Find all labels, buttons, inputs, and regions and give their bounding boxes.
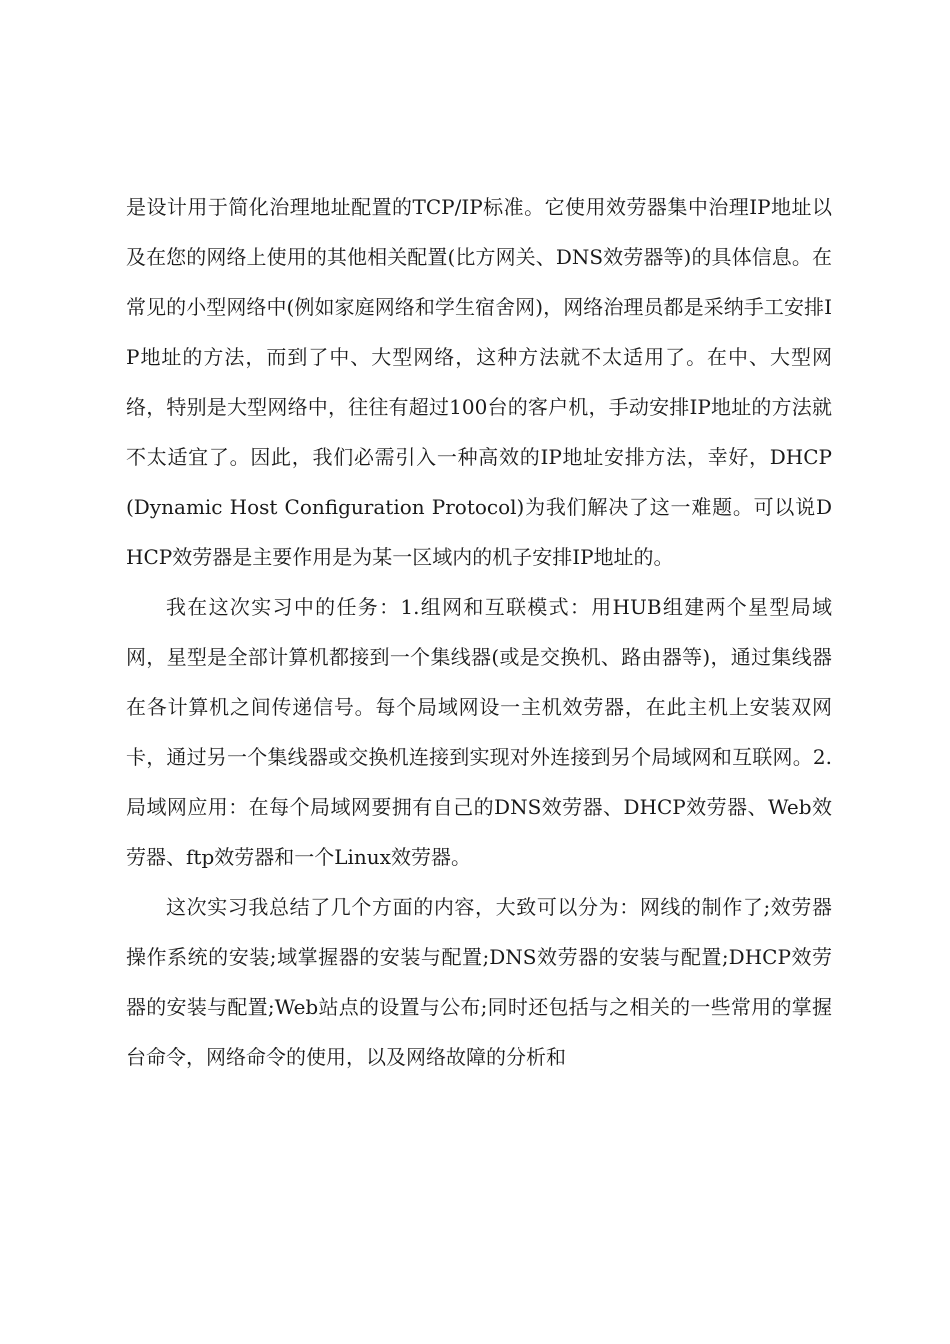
- paragraph-internship-tasks: 我在这次实习中的任务：1.组网和互联模式：用HUB组建两个星型局域网，星型是全部计算机都接到一个集线器(或是交换机、路由器等)，通过集线器在各计算机之间传递信号。每个局域网设一主机效劳器，在此主机上安装双网卡，通过另一个集线器或交换机连接到实现对外连接到另个局域网和互联网。2.局域网应用：在每个局域网要拥有自己的DNS效劳器、DHCP效劳器、Web效劳器、ftp效劳器和一个Linux效劳器。: [126, 595, 832, 869]
- paragraph-summary: 这次实习我总结了几个方面的内容，大致可以分为：网线的制作了;效劳器操作系统的安装;域掌握器的安装与配置;DNS效劳器的安装与配置;DHCP效劳器的安装与配置;Web站点的设置与公布;同时还包括与之相关的一些常用的掌握台命令，网络命令的使用，以及网络故障的分析和: [126, 895, 832, 1069]
- body-text: [126, 182, 832, 1082]
- paragraph-continuation: 是设计用于简化治理地址配置的TCP/IP标准。它使用效劳器集中治理IP地址以及在您的网络上使用的其他相关配置(比方网关、DNS效劳器等)的具体信息。在常见的小型网络中(例如家庭网络和学生宿舍网)，网络治理员都是采纳手工安排IP地址的方法，而到了中、大型网络，这种方法就不太适用了。在中、大型网络，特别是大型网络中，往往有超过100台的客户机，手动安排IP地址的方法就不太适宜了。因此，我们必需引入一种高效的IP地址安排方法，幸好，DHCP(Dynamic Host Configuration Protocol)为我们解决了这一难题。可以说DHCP效劳器是主要作用是为某一区域内的机子安排IP地址的。: [126, 195, 832, 569]
